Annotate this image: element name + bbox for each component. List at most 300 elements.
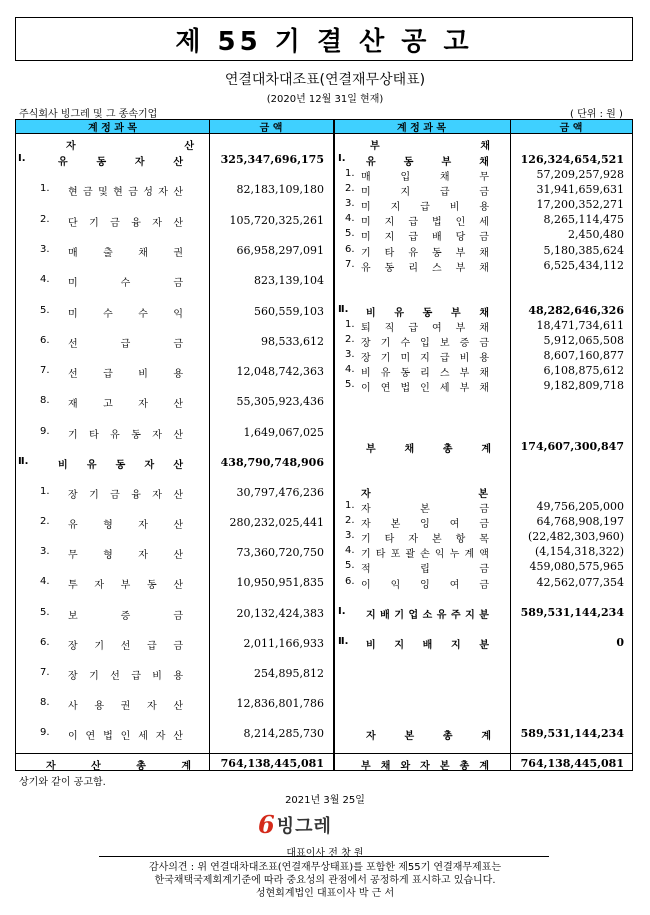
asset-item-label-char: 급	[146, 640, 157, 652]
asset-item-no: 5.	[40, 606, 50, 618]
asset-item-no: 3.	[40, 243, 50, 255]
equity-item-label-char: 잉	[420, 579, 430, 591]
liability-item-label-char: 부	[455, 323, 466, 334]
equity-item-no: 1.	[345, 500, 355, 511]
controlling-equity-label-char: 유	[436, 610, 447, 621]
asset-item-label-char: 장	[68, 490, 78, 502]
current-liabilities-label-char: 채	[479, 157, 489, 168]
asset-item-value: 2,011,166,933	[243, 636, 324, 650]
notice-title: 제 55 기 결 산 공 고	[175, 26, 473, 57]
divider-center	[333, 120, 335, 770]
equity-item-label-char: 자	[408, 534, 418, 546]
total-liabilities-label	[366, 440, 491, 455]
liability-item-label-char: 매	[361, 172, 371, 183]
equity-item-no: 3.	[345, 530, 355, 542]
current-assets-value: 325,347,696,175	[220, 153, 324, 166]
equity-item-label	[361, 560, 489, 575]
liability-item-label-char: 지	[384, 217, 395, 229]
total-equity-label-char: 자	[366, 731, 376, 742]
equity-item-label	[361, 530, 489, 545]
controlling-equity-label-char: 기	[394, 610, 404, 621]
asset-item-label	[68, 486, 183, 501]
liability-item-label-char: 비	[459, 353, 470, 365]
asset-item-label-char: 용	[173, 670, 183, 682]
equity-item-label-char: 누	[449, 549, 460, 561]
equity-item-label	[361, 576, 489, 591]
asset-item-value: 20,132,424,383	[236, 606, 324, 620]
audit-divider	[99, 856, 549, 857]
equity-item-label-char: 목	[479, 534, 489, 546]
noncurrent-liabilities-label-char: 채	[479, 308, 489, 319]
asset-item-label	[68, 183, 183, 198]
liability-item-label	[361, 364, 489, 379]
noncontrolling-equity-label-char: 지	[394, 640, 404, 651]
liability-item-value: 17,200,352,271	[536, 198, 624, 212]
liability-item-label-char: 당	[455, 232, 466, 244]
asset-item-label-char: 금	[173, 278, 183, 290]
liability-item-no: 2.	[345, 183, 355, 195]
liability-item-label-char: 급	[439, 353, 450, 365]
asset-item-no: 7.	[40, 365, 50, 377]
asset-item-label-char: 금	[110, 217, 120, 229]
asset-item-label-char: 융	[131, 490, 141, 502]
liability-item-label-char: 연	[380, 383, 391, 395]
liability-item-label-char: 인	[455, 217, 466, 229]
equity-item-no: 4.	[345, 545, 355, 557]
asset-item-label-char: 미	[68, 308, 78, 320]
asset-item-label-char: 비	[152, 670, 162, 682]
controlling-equity-value: 589,531,144,234	[520, 606, 624, 619]
footnote: 상기와 같이 공고함.	[19, 777, 106, 788]
liability-item-label-char: 채	[479, 383, 489, 395]
controlling-equity-label-char: 배	[380, 610, 390, 621]
liability-item-label-char: 지	[390, 202, 401, 214]
liability-item-label-char: 보	[439, 338, 450, 350]
asset-item-no: 2.	[40, 213, 50, 225]
liability-item-label-char: 유	[408, 247, 418, 259]
asset-item-label-char: 산	[173, 730, 183, 742]
asset-item-label-char: 급	[131, 670, 141, 682]
equity-item-value: (4,154,318,322)	[534, 545, 624, 559]
equity-item-label-char: 포	[390, 549, 401, 561]
liability-item-label	[361, 379, 489, 394]
asset-item-label-char: 채	[138, 247, 148, 259]
asset-item-label-char: 자	[138, 399, 148, 411]
equity-item-label-char: 계	[464, 549, 475, 561]
asset-item-no: 1.	[40, 486, 50, 498]
asset-item-label-char: 자	[152, 490, 162, 502]
asset-item-no: 8.	[40, 395, 50, 407]
asset-item-label-char: 산	[173, 399, 183, 411]
asset-item-label-char: 자	[152, 217, 162, 229]
asset-item-label-char: 형	[103, 520, 113, 532]
liability-item-label	[361, 334, 489, 349]
liability-item-label-char: 퇴	[361, 323, 371, 334]
liability-item-label-char: 타	[384, 247, 395, 259]
current-assets-label-char: 자	[134, 157, 145, 168]
asset-item-label-char: 자	[138, 550, 148, 562]
equity-header-char-1: 자	[361, 489, 371, 500]
balance-sheet-table	[15, 119, 633, 771]
asset-item-label-char: 고	[103, 399, 113, 411]
asset-item-label-char: 유	[110, 429, 120, 441]
liability-item-value: 57,209,257,928	[536, 168, 624, 181]
controlling-equity-label-char: 지	[366, 610, 376, 621]
asset-item-label	[68, 274, 183, 289]
divider-left-amount	[209, 120, 210, 770]
asset-item-label-char: 권	[173, 247, 183, 259]
liability-item-label-char: 부	[459, 383, 470, 395]
total-liabilities-label-char: 계	[481, 444, 491, 455]
asset-item-label-char: 보	[68, 610, 78, 622]
asset-item-label-char: 타	[89, 429, 99, 441]
noncontrolling-equity-label-char: 분	[479, 640, 489, 651]
noncurrent-assets-value: 438,790,748,906	[220, 456, 324, 469]
asset-item-no: 2.	[40, 516, 50, 528]
logo-word: 빙그레	[276, 816, 332, 837]
statement-date: (2020년 12월 31일 현재)	[266, 94, 384, 105]
asset-item-label	[68, 727, 183, 742]
asset-item-label-char: 동	[131, 429, 141, 441]
total-assets-label	[46, 757, 191, 772]
asset-item-label-char: 금	[128, 187, 138, 199]
equity-item-label-char: 본	[390, 519, 401, 531]
liability-item-label-char: 채	[479, 262, 489, 274]
asset-item-no: 6.	[40, 334, 50, 346]
liability-item-value: 5,912,065,508	[543, 334, 624, 348]
asset-item-label-char: 인	[120, 730, 131, 742]
asset-item-label-char: 금	[83, 187, 93, 199]
asset-item-no: 4.	[40, 576, 50, 588]
asset-item-label-char: 현	[113, 187, 123, 199]
assets-header-char-2: 산	[184, 141, 194, 152]
equity-item-label-char: 익	[390, 579, 401, 591]
audit-line-2: 한국채택국제회계기준에 따라 중요성의 관점에서 공정하게 표시하고 있습니다.	[154, 875, 496, 886]
liability-item-label-char: 미	[361, 202, 371, 214]
liability-item-no: 4.	[345, 364, 355, 376]
liability-item-label	[361, 244, 489, 259]
liability-item-label	[361, 198, 489, 213]
liability-item-value: 18,471,734,611	[536, 319, 624, 332]
liability-item-label-char: 인	[420, 383, 430, 395]
liability-item-label-char: 동	[400, 368, 411, 380]
asset-item-label-char: 미	[68, 278, 78, 290]
asset-item-label-char: 기	[89, 670, 99, 682]
liability-item-label-char: 비	[449, 202, 460, 214]
asset-item-label-char: 권	[120, 700, 131, 712]
asset-item-label-char: 증	[120, 610, 131, 622]
equity-item-label-char: 익	[434, 549, 445, 561]
liability-item-value: 8,265,114,475	[543, 213, 624, 227]
asset-item-label-char: 산	[173, 700, 183, 712]
asset-item-value: 8,214,285,730	[243, 726, 324, 740]
controlling-equity-label-char: 업	[408, 610, 419, 621]
liability-item-label-char: 지	[420, 353, 430, 365]
liability-item-no: 5.	[345, 379, 355, 391]
asset-item-label-char: 융	[131, 217, 141, 229]
equity-item-no: 6.	[345, 575, 355, 587]
asset-item-label-char: 재	[68, 399, 78, 411]
asset-item-label	[68, 335, 183, 350]
asset-item-no: 8.	[40, 696, 50, 708]
liability-item-label-char: 리	[408, 262, 418, 274]
liability-item-label-char: 스	[431, 262, 442, 274]
asset-item-label	[68, 365, 183, 380]
asset-item-label-char: 비	[138, 369, 148, 381]
liabilities-header	[370, 137, 490, 152]
noncurrent-liabilities-label-char: 유	[394, 308, 404, 319]
asset-item-label	[68, 305, 183, 320]
liability-item-no: 5.	[345, 228, 355, 240]
assets-header	[66, 137, 194, 152]
statement-title: 연결대차대조표(연결재무상태표)	[224, 72, 426, 88]
liability-item-value: 6,108,875,612	[543, 364, 624, 378]
liability-item-label-char: 부	[455, 262, 466, 274]
equity-item-label-char: 금	[479, 564, 489, 576]
liability-item-no: 1.	[345, 319, 355, 330]
equity-item-label-char: 적	[361, 564, 371, 576]
company-name: 주식회사 빙그레 및 그 종속기업	[19, 109, 158, 120]
asset-item-label-char: 성	[143, 187, 153, 199]
liability-item-label-char: 유	[380, 368, 391, 380]
asset-item-label-char: 산	[173, 550, 183, 562]
liability-item-label	[361, 168, 489, 183]
asset-item-label-char: 산	[173, 217, 183, 229]
noncurrent-assets-label-char: 유	[86, 460, 97, 471]
total-liab-equity-label-char: 와	[400, 761, 411, 772]
asset-item-label-char: 형	[103, 550, 113, 562]
total-assets-value: 764,138,445,081	[220, 757, 324, 770]
asset-item-label	[68, 214, 183, 229]
noncurrent-assets-roman: Ⅱ.	[18, 456, 29, 467]
asset-item-value: 12,048,742,363	[236, 365, 324, 379]
asset-item-value: 55,305,923,436	[236, 395, 324, 409]
asset-item-value: 1,649,067,025	[243, 425, 324, 439]
liability-item-label-char: 급	[408, 232, 418, 244]
liability-item-label-char: 지	[400, 187, 411, 199]
current-assets-label-char: 동	[96, 157, 107, 168]
noncurrent-liabilities-label-char: 부	[450, 308, 461, 319]
liability-item-no: 7.	[345, 258, 355, 270]
total-equity-label-char: 총	[442, 731, 453, 742]
assets-header-char-1: 자	[66, 141, 76, 152]
total-assets-label-char: 자	[46, 761, 56, 772]
equity-item-label	[361, 500, 489, 515]
asset-item-label	[68, 607, 183, 622]
asset-item-label-char: 수	[103, 308, 113, 320]
liability-item-label-char: 법	[431, 217, 442, 229]
asset-item-no: 6.	[40, 636, 50, 648]
liability-item-value: 31,941,659,631	[536, 183, 624, 197]
equity-item-label-char: 타	[384, 534, 395, 546]
liability-item-label-char: 무	[479, 172, 489, 183]
noncontrolling-equity-value: 0	[616, 636, 624, 649]
noncontrolling-equity-label-char: 비	[366, 640, 376, 651]
controlling-equity-label-char: 주	[450, 610, 461, 621]
liability-item-label-char: 미	[361, 232, 371, 244]
asset-item-label-char: 자	[146, 700, 157, 712]
asset-item-label-char: 산	[173, 187, 183, 199]
asset-item-label-char: 이	[68, 730, 78, 742]
asset-item-no: 3.	[40, 546, 50, 558]
liability-item-label-char: 미	[400, 353, 411, 365]
liability-item-label-char: 용	[479, 353, 489, 365]
total-equity-label-char: 본	[404, 731, 415, 742]
noncurrent-assets-label-char: 자	[144, 460, 155, 471]
asset-item-label	[68, 637, 183, 652]
liability-item-label-char: 채	[479, 368, 489, 380]
asset-item-label-char: 부	[120, 580, 131, 592]
total-assets-label-char: 산	[91, 761, 101, 772]
noncurrent-assets-label	[58, 456, 183, 471]
current-liabilities-label	[366, 153, 489, 168]
asset-item-label-char: 매	[68, 247, 78, 259]
liability-item-label-char: 법	[400, 383, 411, 395]
asset-item-label-char: 장	[68, 640, 78, 652]
liability-item-label-char: 세	[439, 383, 450, 395]
asset-item-label-char: 금	[173, 640, 183, 652]
asset-item-label-char: 기	[94, 640, 104, 652]
equity-item-value: 42,562,077,354	[536, 575, 624, 589]
equity-item-value: (22,482,303,960)	[527, 530, 624, 544]
asset-item-value: 98,533,612	[261, 334, 324, 348]
current-liabilities-label-char: 부	[441, 157, 452, 168]
asset-item-label-char: 세	[138, 730, 148, 742]
controlling-equity-label	[366, 606, 489, 621]
equity-item-label-char: 기	[361, 549, 371, 561]
noncurrent-liabilities-value: 48,282,646,326	[528, 304, 624, 317]
liability-item-label-char: 기	[380, 353, 391, 365]
unit-label: ( 단위 : 원 )	[570, 109, 623, 120]
logo-mark: 6	[258, 810, 275, 839]
asset-item-label	[68, 244, 183, 259]
liability-item-label-char: 지	[384, 232, 395, 244]
noncontrolling-equity-roman: Ⅱ.	[338, 636, 349, 647]
asset-item-label-char: 법	[103, 730, 113, 742]
asset-item-label	[68, 667, 183, 682]
total-equity-label-char: 계	[481, 731, 491, 742]
noncontrolling-equity-label-char: 배	[422, 640, 433, 651]
header-right-item: 계 정 과 목	[333, 120, 510, 134]
liability-item-label	[361, 213, 489, 228]
asset-item-label	[68, 546, 183, 561]
liability-item-value: 2,450,480	[568, 228, 624, 242]
divider-right-amount	[510, 120, 511, 770]
publication-date: 2021년 3월 25일	[285, 795, 365, 806]
header-left-amount: 금 액	[209, 120, 333, 134]
asset-item-no: 9.	[40, 425, 50, 437]
asset-item-label-char: 장	[68, 670, 78, 682]
total-liab-equity-label-char: 본	[439, 761, 450, 772]
asset-item-label	[68, 576, 183, 591]
liability-item-label-char: 급	[439, 187, 450, 199]
audit-line-3: 성현회계법인 대표이사 박 근 서	[255, 888, 395, 899]
asset-item-label-char: 출	[103, 247, 113, 259]
liability-item-label	[361, 259, 489, 274]
asset-item-label-char: 자	[152, 429, 162, 441]
equity-item-label-char: 타	[375, 549, 386, 561]
equity-item-label-char: 자	[361, 504, 371, 515]
current-liabilities-value: 126,324,654,521	[520, 153, 624, 166]
liability-item-no: 3.	[345, 198, 355, 210]
noncurrent-assets-label-char: 동	[115, 460, 126, 471]
asset-item-label-char: 금	[110, 490, 120, 502]
equity-item-value: 49,756,205,000	[536, 500, 624, 513]
noncurrent-liabilities-label-char: 비	[366, 308, 376, 319]
asset-item-label	[68, 395, 183, 410]
total-liabilities-label-char: 채	[404, 444, 415, 455]
asset-item-label-char: 유	[68, 520, 78, 532]
equity-item-label-char: 자	[361, 519, 371, 531]
asset-item-label-char: 동	[146, 580, 157, 592]
liability-item-label-char: 세	[479, 217, 489, 229]
asset-item-no: 9.	[40, 726, 50, 738]
asset-item-label-char: 산	[173, 429, 183, 441]
liability-item-label-char: 수	[400, 338, 411, 350]
asset-item-no: 4.	[40, 274, 50, 286]
liability-item-label-char: 급	[408, 323, 418, 334]
noncontrolling-equity-label-char: 지	[450, 640, 461, 651]
asset-item-label-char: 사	[68, 700, 78, 712]
current-assets-roman: Ⅰ.	[18, 153, 26, 164]
asset-item-label-char: 투	[68, 580, 78, 592]
asset-item-label-char: 산	[173, 490, 183, 502]
liability-item-label-char: 증	[459, 338, 470, 350]
liability-item-label-char: 동	[384, 262, 395, 274]
current-liabilities-label-char: 동	[403, 157, 414, 168]
liability-item-label-char: 장	[361, 338, 371, 350]
asset-item-value: 280,232,025,441	[229, 516, 324, 530]
asset-item-value: 105,720,325,261	[229, 213, 324, 227]
liability-item-value: 5,180,385,624	[543, 243, 624, 257]
liability-item-label-char: 용	[479, 202, 489, 214]
equity-item-label-char: 이	[361, 579, 371, 591]
liability-item-label-char: 부	[455, 247, 466, 259]
total-liabilities-label-char: 부	[366, 444, 376, 455]
asset-item-value: 823,139,104	[254, 274, 324, 288]
liability-item-no: 6.	[345, 243, 355, 255]
liability-item-label-char: 스	[439, 368, 450, 380]
liability-item-label-char: 미	[361, 217, 371, 229]
asset-item-value: 82,183,109,180	[236, 183, 324, 197]
liability-item-no: 2.	[345, 334, 355, 346]
bingo-logo	[258, 812, 332, 838]
current-assets-label	[58, 153, 183, 168]
liabilities-header-char-1: 부	[370, 141, 380, 152]
asset-item-value: 254,895,812	[254, 666, 324, 680]
liability-item-label-char: 동	[431, 247, 442, 259]
equity-item-label	[361, 515, 489, 530]
total-liab-equity-label-char: 총	[459, 761, 470, 772]
ceo-line: 대표이사 전 창 원	[286, 848, 364, 859]
liability-item-label-char: 직	[384, 323, 395, 334]
asset-item-no: 5.	[40, 304, 50, 316]
liability-item-label-char: 배	[431, 232, 442, 244]
asset-item-label-char: 선	[120, 640, 131, 652]
total-liab-equity-label-char: 부	[361, 761, 371, 772]
asset-item-label-char: 무	[68, 550, 78, 562]
asset-item-value: 66,958,297,091	[236, 243, 324, 257]
equity-item-label-char: 괄	[405, 549, 416, 561]
noncurrent-liabilities-roman: Ⅱ.	[338, 304, 349, 315]
liability-item-label-char: 급	[408, 217, 418, 229]
liability-item-label	[361, 319, 489, 334]
equity-item-label-char: 본	[431, 534, 442, 546]
total-liab-equity-label-char: 자	[420, 761, 430, 772]
equity-item-no: 5.	[345, 560, 355, 572]
noncurrent-assets-label-char: 산	[173, 460, 183, 471]
liability-item-label-char: 채	[479, 323, 489, 334]
